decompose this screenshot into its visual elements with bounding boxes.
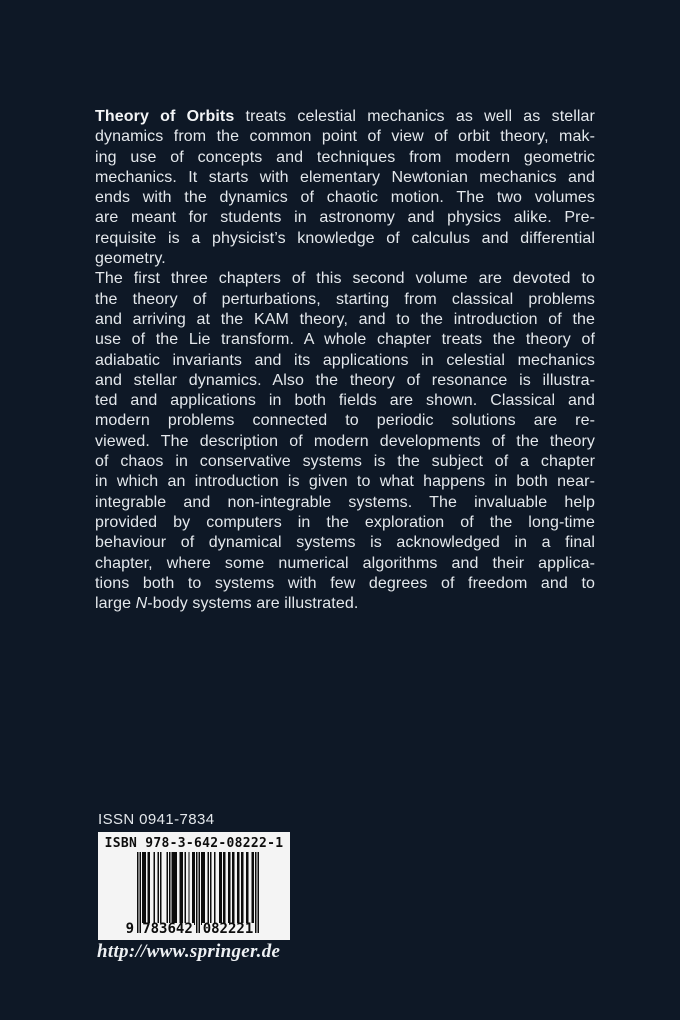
barcode-box — [98, 832, 290, 940]
body-line: mechanics. It starts with elementary Newtonian mechanics and — [95, 168, 595, 186]
body-line: tions both to systems with few degrees of freedom and to — [95, 574, 595, 592]
body-line: use of the Lie transform. A whole chapter treats the theory of — [95, 331, 595, 349]
body-line: of chaos in conservative systems is the subject of a chapter — [95, 453, 595, 471]
body-line: and stellar dynamics. Also the theory of resonance is illustra- — [95, 371, 595, 389]
barcode-right-digits: 082221 — [202, 921, 254, 937]
body-line: modern problems connected to periodic solutions are re- — [95, 412, 595, 430]
body-line: integrable and non-integrable systems. The invaluable help — [95, 493, 595, 511]
body-line: behaviour of dynamical systems is acknowledged in a final — [95, 534, 595, 552]
barcode-first-digit: 9 — [125, 921, 134, 937]
book-title: Theory of Orbits — [95, 108, 235, 125]
body-line: Theory of Orbits treats celestial mechanics as well as stellar — [95, 108, 595, 125]
barcode-left-digits: 783642 — [142, 921, 193, 937]
isbn-label: ISBN 978-3-642-08222-1 — [104, 836, 284, 851]
body-line: large N-body systems are illustrated. — [95, 595, 359, 613]
body-line: chapter, where some numerical algorithms and their applica- — [95, 554, 595, 572]
body-line: the theory of perturbations, starting from classical problems — [95, 290, 595, 308]
body-line: requisite is a physicist’s knowledge of calculus and differential — [95, 229, 595, 247]
body-line: in which an introduction is given to what happens in both near- — [95, 473, 595, 491]
body-line: geometry. — [95, 250, 166, 268]
body-line: dynamics from the common point of view of orbit theory, mak- — [95, 128, 595, 146]
body-line: viewed. The description of modern developments of the theory — [95, 432, 595, 450]
body-line: are meant for students in astronomy and physics alike. Pre- — [95, 209, 595, 227]
body-text — [95, 107, 595, 614]
body-line: provided by computers in the exploration of the long-time — [95, 513, 595, 531]
body-line: ted and applications in both fields are shown. Classical and — [95, 392, 595, 410]
springer-url: http://www.springer.de — [97, 941, 281, 962]
body-line: adiabatic invariants and its applications in celestial mechanics — [95, 351, 595, 369]
body-line: and arriving at the KAM theory, and to the introduction of the — [95, 310, 595, 328]
body-line: ends with the dynamics of chaotic motion. The two volumes — [95, 189, 595, 207]
body-line: ing use of concepts and techniques from modern geometric — [95, 148, 595, 166]
issn-label: ISSN 0941-7834 — [98, 811, 215, 828]
body-line: The first three chapters of this second volume are devoted to — [95, 270, 595, 288]
